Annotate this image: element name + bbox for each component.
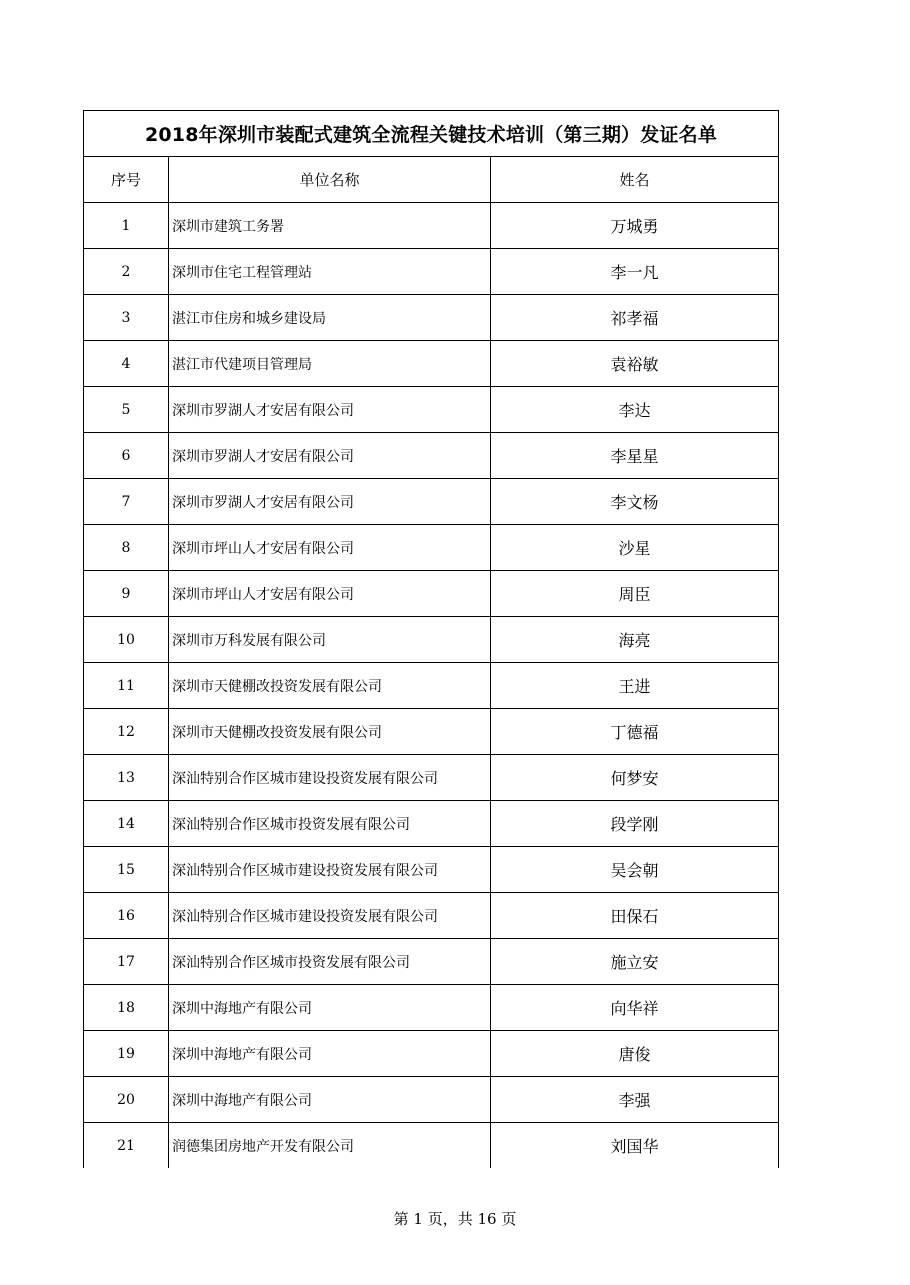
table-row — [84, 847, 779, 893]
row-no: 2 — [84, 249, 169, 295]
table-row — [84, 1123, 779, 1169]
row-unit: 深圳市万科发展有限公司 — [169, 617, 491, 663]
row-no: 6 — [84, 433, 169, 479]
table-row — [84, 433, 779, 479]
row-unit: 深圳市住宅工程管理站 — [169, 249, 491, 295]
row-name: 祁孝福 — [491, 295, 779, 341]
row-unit: 湛江市住房和城乡建设局 — [169, 295, 491, 341]
row-unit: 湛江市代建项目管理局 — [169, 341, 491, 387]
certificate-table — [83, 110, 779, 1168]
row-no: 15 — [84, 847, 169, 893]
row-unit: 深圳市天健棚改投资发展有限公司 — [169, 663, 491, 709]
table-row — [84, 479, 779, 525]
certificate-list — [83, 110, 778, 1168]
row-no: 20 — [84, 1077, 169, 1123]
table-row — [84, 1077, 779, 1123]
row-unit: 深汕特别合作区城市建设投资发展有限公司 — [169, 847, 491, 893]
table-row — [84, 295, 779, 341]
row-name: 刘国华 — [491, 1123, 779, 1169]
row-unit: 深汕特别合作区城市建设投资发展有限公司 — [169, 893, 491, 939]
row-name: 向华祥 — [491, 985, 779, 1031]
row-no: 14 — [84, 801, 169, 847]
row-name: 何梦安 — [491, 755, 779, 801]
table-row — [84, 985, 779, 1031]
table-title: 2018年深圳市装配式建筑全流程关键技术培训（第三期）发证名单 — [84, 111, 779, 157]
row-no: 21 — [84, 1123, 169, 1169]
row-name: 段学刚 — [491, 801, 779, 847]
row-no: 9 — [84, 571, 169, 617]
table-row — [84, 387, 779, 433]
table-row — [84, 571, 779, 617]
row-no: 3 — [84, 295, 169, 341]
row-unit: 深圳市天健棚改投资发展有限公司 — [169, 709, 491, 755]
row-name: 唐俊 — [491, 1031, 779, 1077]
row-name: 袁裕敏 — [491, 341, 779, 387]
table-row — [84, 893, 779, 939]
row-no: 19 — [84, 1031, 169, 1077]
row-name: 李星星 — [491, 433, 779, 479]
header-no: 序号 — [84, 157, 169, 203]
row-name: 李文杨 — [491, 479, 779, 525]
row-unit: 深圳市罗湖人才安居有限公司 — [169, 479, 491, 525]
table-row — [84, 755, 779, 801]
row-name: 李一凡 — [491, 249, 779, 295]
header-name: 姓名 — [491, 157, 779, 203]
row-name: 李强 — [491, 1077, 779, 1123]
row-no: 1 — [84, 203, 169, 249]
row-no: 18 — [84, 985, 169, 1031]
row-name: 周臣 — [491, 571, 779, 617]
table-row — [84, 801, 779, 847]
row-name: 丁德福 — [491, 709, 779, 755]
table-row — [84, 249, 779, 295]
row-no: 7 — [84, 479, 169, 525]
row-name: 吴会朝 — [491, 847, 779, 893]
row-unit: 深圳市坪山人才安居有限公司 — [169, 525, 491, 571]
table-row — [84, 709, 779, 755]
row-unit: 深汕特别合作区城市建设投资发展有限公司 — [169, 755, 491, 801]
row-unit: 深圳市坪山人才安居有限公司 — [169, 571, 491, 617]
row-name: 田保石 — [491, 893, 779, 939]
row-unit: 深圳市建筑工务署 — [169, 203, 491, 249]
row-name: 施立安 — [491, 939, 779, 985]
row-unit: 深汕特别合作区城市投资发展有限公司 — [169, 801, 491, 847]
row-unit: 润德集团房地产开发有限公司 — [169, 1123, 491, 1169]
row-unit: 深圳中海地产有限公司 — [169, 1031, 491, 1077]
row-name: 海亮 — [491, 617, 779, 663]
table-row — [84, 617, 779, 663]
page-footer: 第 1 页，共 16 页 — [393, 1210, 517, 1228]
row-no: 13 — [84, 755, 169, 801]
row-name: 王进 — [491, 663, 779, 709]
row-unit: 深圳市罗湖人才安居有限公司 — [169, 387, 491, 433]
table-row — [84, 341, 779, 387]
table-row — [84, 203, 779, 249]
table-row — [84, 663, 779, 709]
row-no: 11 — [84, 663, 169, 709]
table-row — [84, 1031, 779, 1077]
row-no: 12 — [84, 709, 169, 755]
table-row — [84, 939, 779, 985]
row-no: 5 — [84, 387, 169, 433]
row-no: 8 — [84, 525, 169, 571]
row-unit: 深圳中海地产有限公司 — [169, 985, 491, 1031]
header-unit: 单位名称 — [169, 157, 491, 203]
row-no: 4 — [84, 341, 169, 387]
row-unit: 深汕特别合作区城市投资发展有限公司 — [169, 939, 491, 985]
row-unit: 深圳市罗湖人才安居有限公司 — [169, 433, 491, 479]
row-no: 10 — [84, 617, 169, 663]
row-no: 16 — [84, 893, 169, 939]
table-row — [84, 525, 779, 571]
row-no: 17 — [84, 939, 169, 985]
row-name: 沙星 — [491, 525, 779, 571]
row-name: 万城勇 — [491, 203, 779, 249]
row-name: 李达 — [491, 387, 779, 433]
row-unit: 深圳中海地产有限公司 — [169, 1077, 491, 1123]
